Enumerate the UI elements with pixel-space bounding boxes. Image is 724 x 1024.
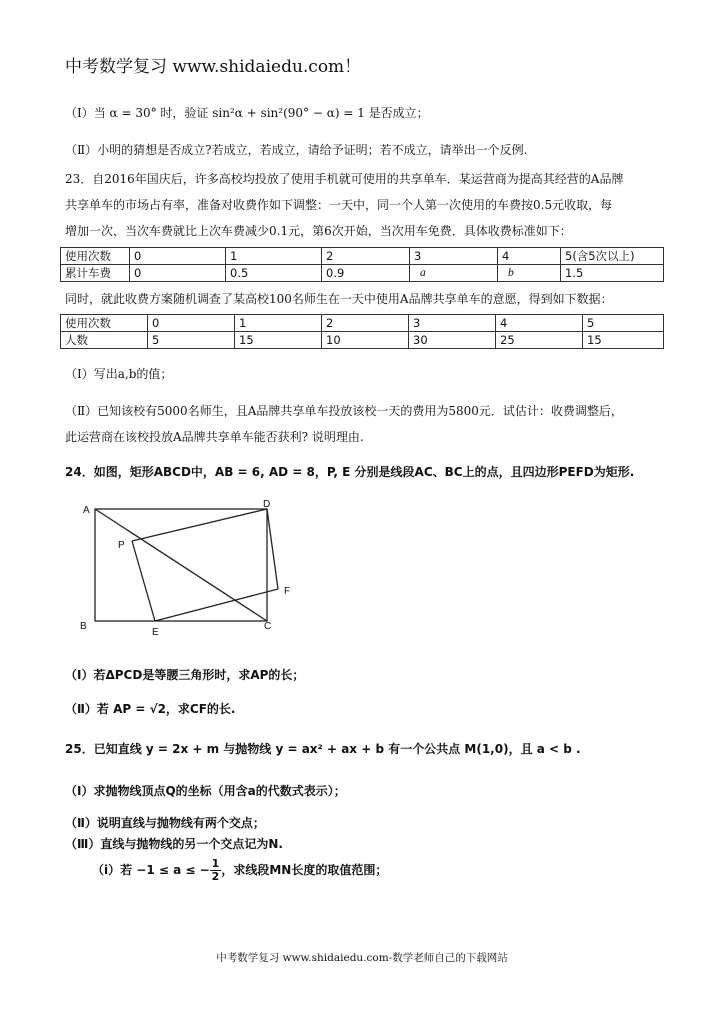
subpart-suffix: ，求线段MN长度的取值范围；	[221, 863, 388, 877]
table-cell: 1	[226, 248, 322, 265]
label-a: A	[83, 505, 90, 516]
q23-survey-text: 同时，就此收费方案随机调查了某高校100名师生在一天中使用A品牌共享单车的意愿，得到如下数据：	[65, 292, 613, 306]
q24-part1: （Ⅰ）若ΔPCD是等腰三角形时，求AP的长；	[65, 668, 305, 682]
table-cell: 1.5	[561, 265, 664, 282]
table-cell: 使用次数	[61, 315, 148, 332]
label-c: C	[264, 621, 272, 632]
table-cell: 0	[148, 315, 235, 332]
table-cell: 0.9	[322, 265, 410, 282]
label-f: F	[284, 586, 291, 597]
table-cell: a	[410, 265, 498, 282]
table-cell: 1	[235, 315, 322, 332]
table-cell: 15	[235, 332, 322, 349]
segment-pe	[132, 541, 155, 621]
table-cell: 3	[410, 248, 498, 265]
q25-subpart-i	[92, 858, 387, 883]
q22-part2: （Ⅱ）小明的猜想是否成立?若成立，若成立，请给予证明；若不成立，请举出一个反例.	[65, 143, 528, 157]
table-cell: 5	[148, 332, 235, 349]
table-row	[61, 248, 664, 265]
table-cell: 30	[409, 332, 496, 349]
table-cell: 25	[496, 332, 583, 349]
q25-part2: （Ⅱ）说明直线与抛物线有两个交点；	[65, 816, 265, 830]
table-cell: b	[498, 265, 561, 282]
label-e: E	[152, 627, 159, 638]
table-cell: 累计车费	[61, 265, 130, 282]
q23-part2-line1: （Ⅱ）已知该校有5000名师生，且A品牌共享单车投放该校一天的费用为5800元．试估计：收费调整后，	[65, 404, 623, 418]
q25-stem: 25．已知直线 y = 2x + m 与抛物线 y = ax² + ax + b 有一个公共点 M(1,0)，且 a < b .	[65, 742, 581, 756]
table-cell: 10	[322, 332, 409, 349]
q24-part2: （Ⅱ）若 AP = √2，求CF的长.	[65, 702, 236, 716]
q23-part2-line2: 此运营商在该校投放A品牌共享单车能否获利? 说明理由.	[65, 430, 364, 444]
table-row	[61, 265, 664, 282]
table-cell: 0	[130, 265, 226, 282]
q23-intro-line1: 23．自2016年国庆后，许多高校均投放了使用手机就可使用的共享单车．某运营商为提高其经营的A品牌	[65, 172, 624, 186]
table-cell: 0.5	[226, 265, 322, 282]
table-cell: 人数	[61, 332, 148, 349]
table-row	[61, 332, 664, 349]
table-row	[61, 315, 664, 332]
q22-part1: （Ⅰ）当 α = 30° 时，验证 sin²α + sin²(90° − α) = 1 是否成立；	[65, 106, 429, 120]
diagonal-ac	[95, 509, 267, 621]
label-p: P	[118, 540, 125, 551]
q23-intro-line3: 增加一次，当次车费就比上次车费减少0.1元，第6次开始，当次用车免费．具体收费标准如下：	[65, 224, 572, 238]
table-cell: 5	[583, 315, 664, 332]
q23-part1: （Ⅰ）写出a,b的值；	[65, 367, 173, 381]
segment-pd	[132, 509, 267, 541]
fraction-denominator: 2	[211, 870, 220, 883]
table-cell: 5(含5次以上)	[561, 248, 664, 265]
table-cell: 4	[498, 248, 561, 265]
segment-df	[267, 509, 278, 589]
rectangle-figure	[80, 497, 310, 642]
subpart-prefix: （ⅰ）若 −1 ≤ a ≤ −	[92, 863, 210, 877]
q25-part3: （Ⅲ）直线与抛物线的另一个交点记为N.	[65, 837, 283, 851]
fee-table	[60, 247, 664, 282]
table-cell: 3	[409, 315, 496, 332]
label-d: D	[263, 499, 271, 510]
table-cell: 15	[583, 332, 664, 349]
table-cell: 2	[322, 315, 409, 332]
table-cell: 2	[322, 248, 410, 265]
table-cell: 4	[496, 315, 583, 332]
q25-part1: （Ⅰ）求抛物线顶点Q的坐标（用含a的代数式表示）；	[65, 784, 346, 798]
label-b: B	[80, 621, 87, 632]
fraction	[210, 858, 222, 883]
survey-table	[60, 314, 664, 349]
q24-stem: 24．如图，矩形ABCD中，AB = 6, AD = 8，P, E 分别是线段AC、BC上的点，且四边形PEFD为矩形.	[65, 465, 635, 479]
table-cell: 0	[130, 248, 226, 265]
page-header: 中考数学复习 www.shidaiedu.com！	[65, 57, 362, 77]
q23-intro-line2: 共享单车的市场占有率，准备对收费作如下调整：一天中，同一个人第一次使用的车费按0.5元收取，每	[65, 198, 613, 212]
fraction-numerator: 1	[211, 857, 220, 870]
page-footer: 中考数学复习 www.shidaiedu.com-数学老师自己的下载网站	[216, 952, 508, 964]
table-cell: 使用次数	[61, 248, 130, 265]
